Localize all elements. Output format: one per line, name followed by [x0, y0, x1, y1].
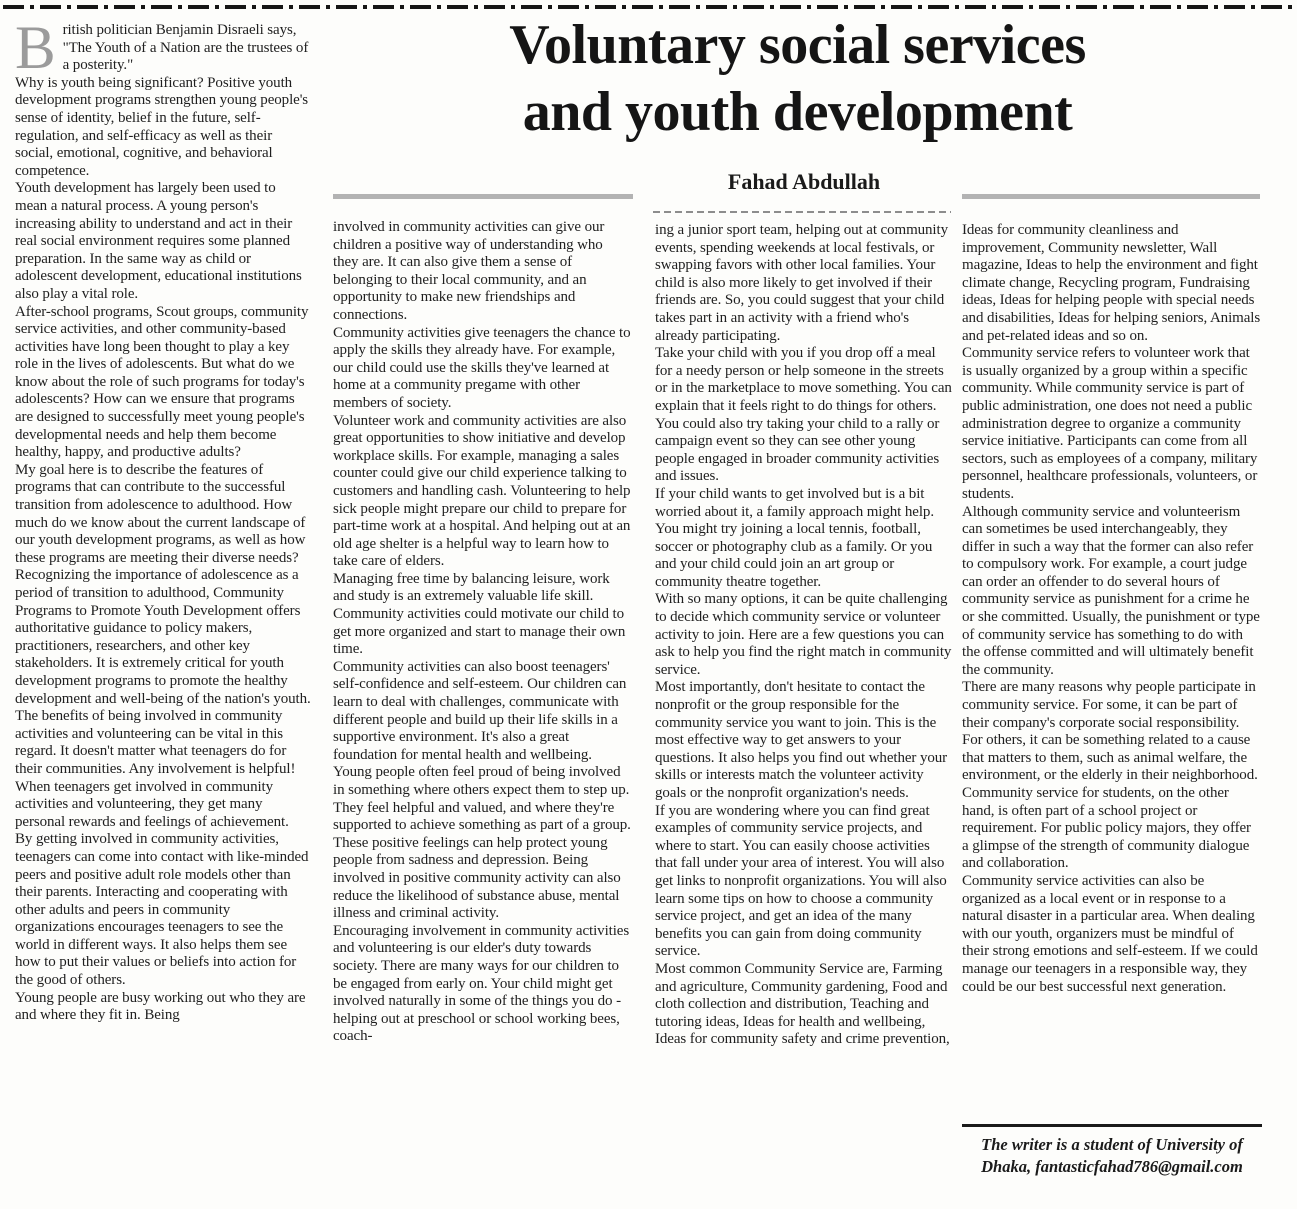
drop-cap: B: [15, 15, 56, 82]
article-paragraph: If you are wondering where you can find great examples of community service projects, and where to start. You can easily choose activities that fall under your area of interest. You will also get links to nonprofit organizations. You will also learn some tips on how to choose a community service project, and get an idea of the many benefits you can gain from doing community service.: [655, 802, 947, 960]
article-paragraph: Community service for students, on the other hand, is often part of a school project or requirement. For public policy majors, they offer a glimpse of the strength of community dialogue and collaboration.: [962, 785, 1251, 872]
article-paragraph: Managing free time by balancing leisure, work and study is an extremely valuable life skill. Community activities could motivate our child to get more organized and start to manage their own time.: [333, 570, 626, 658]
article-paragraph: Community activities give teenagers the chance to apply the skills they already have. For example, our child could use the skills they've learned at home at a community pregame with other members of society.: [333, 324, 631, 411]
article-column-1: [15, 15, 311, 1025]
paragraph-text: ritish politician Benjamin Disraeli says, "The Youth of a Nation are the trustees of a posterity.": [62, 22, 309, 74]
article-paragraph: [15, 15, 311, 82]
article-paragraph: Take your child with you if you drop off a meal for a needy person or help someone in the streets or in the marketplace to move something. You can explain that it feels right to do things for others. You could also try taking your child to a rally or campaign event so they can see other young people engaged in broader community activities and issues.: [655, 345, 952, 485]
article-paragraph: After-school programs, Scout groups, community service activities, and other community-based activities have long been thought to play a key role in the lives of adolescents. But what do we know about the role of such programs for today's adolescents? How can we ensure that programs are designed to successfully meet young people's developmental needs and help them become healthy, happy, and productive adults?: [15, 303, 309, 461]
article-column-2: [333, 219, 631, 1046]
article-paragraph: Community service activities can also be organized as a local event or in response to a natural disaster in a particular area. When dealing with our youth, organizers must be mindful of their strong emotions and self-esteem. If we could manage our teenagers in a responsible way, they could be our best successful next generation.: [962, 872, 1258, 995]
article-paragraph: Encouraging involvement in community activities and volunteering is our elder's duty towards society. There are many ways for our children to be engaged from early on. Your child might get involved naturally in some of the things you do - helping out at preschool or school working bees, coach-: [333, 922, 630, 1045]
article-paragraph: The benefits of being involved in community activities and volunteering can be vital in this regard. It doesn't matter what teenagers do for their communities. Any involvement is helpful! When teenagers get involved in community activities and volunteering, they get many personal rewards and feelings of achievement.: [15, 708, 296, 830]
article-paragraph: Young people often feel proud of being involved in something where others expect them to step up. They feel helpful and valued, and where they're supported to achieve something as part of a group. These positive feelings can help protect young people from sadness and depression. Being involved in positive community activity can also reduce the likelihood of substance abuse, mental illness and criminal activity.: [333, 764, 631, 922]
article-paragraph: Community activities can also boost teenagers' self-confidence and self-esteem. Our children can learn to deal with challenges, communicate with different people and build up their life skills in a supportive environment. It's also a great foundation for mental health and wellbeing.: [333, 658, 627, 763]
page-title: [333, 12, 1262, 146]
top-dash-dot-border: [3, 5, 1294, 9]
byline-dashed-separator: [653, 211, 951, 213]
article-paragraph: Volunteer work and community activities are also great opportunities to show initiative and develop workplace skills. For example, managing a sales counter could give our child experience talking to customers and handling cash. Volunteering to help sick people might prepare our child to prepare for part-time work at a hospital. And helping out at an old age shelter is a helpful way to learn how to take care of elders.: [333, 412, 631, 570]
article-paragraph: By getting involved in community activities, teenagers can come into contact with like-minded peers and positive adult role models other than their parents. Interacting and cooperating with other adults and peers in community organizations encourages teenagers to see the world in different ways. It also helps them see how to put their values or beliefs into action for the good of others.: [15, 831, 309, 989]
article-paragraph: If your child wants to get involved but is a bit worried about it, a family approach might help. You might try joining a local tennis, football, soccer or photography club as a family. Or you and your child could join an art group or community theatre together.: [655, 485, 934, 590]
article-paragraph: My goal here is to describe the features of programs that can contribute to the successful transition from adolescence to adulthood. How much do we know about the current landscape of our youth development programs, as well as how these programs are meeting their diverse needs?: [15, 461, 306, 566]
article-paragraph: With so many options, it can be quite challenging to decide which community service or volunteer activity to join. Here are a few questions you can ask to help you find the right match in community service.: [655, 591, 952, 678]
article-paragraph: There are many reasons why people participate in community service. For some, it can be part of their company's corporate social responsibility. For others, it can be something related to a cause that matters to them, such as animal welfare, the environment, or the elderly in their neighborhood.: [962, 679, 1258, 784]
writer-credit: The writer is a student of University of Dhaka, fantasticfahad786@gmail.com: [962, 1124, 1262, 1178]
byline: Fahad Abdullah: [727, 169, 881, 194]
page-title-line2: and youth development: [522, 81, 1073, 143]
page-title-line1: Voluntary social services: [509, 14, 1086, 76]
article-paragraph: ing a junior sport team, helping out at community events, spending weekends at local festivals, or swapping favors with other local families. Your child is also more likely to get involved if their friends are. So, you could suggest that your child takes part in an activity with a friend who's already participating.: [655, 222, 948, 344]
article-paragraph: Most common Community Service are, Farming and agriculture, Community gardening, Food and cloth collection and distribution, Teaching and tutoring ideas, Ideas for health and wellbeing, Ideas for community safety and crime prevention,: [655, 960, 950, 1048]
article-column-3: [655, 222, 952, 1049]
article-column-4: [962, 222, 1261, 996]
byline-rule-right: [962, 194, 1260, 199]
article-paragraph: Ideas for community cleanliness and improvement, Community newsletter, Wall magazine, Ideas to help the environment and fight climate change, Recycling program, Fundraising ideas, Ideas for helping people with special needs and disabilities, Ideas for helping seniors, Animals and pet-related ideas and so on.: [962, 222, 1261, 344]
article-paragraph: Recognizing the importance of adolescence as a period of transition to adulthood, Community Programs to Promote Youth Development offers authoritative guidance to policy makers, practitioners, researchers, and other key stakeholders. It is extremely critical for youth development programs to promote the healthy development and well-being of the nation's youth.: [15, 567, 311, 707]
article-paragraph: Why is youth being significant? Positive youth development programs strengthen young people's sense of identity, belief in the future, self-regulation, and self-efficacy as well as their social, emotional, cognitive, and behavioral competence.: [15, 74, 309, 179]
article-paragraph: Community service refers to volunteer work that is usually organized by a group within a specific community. While community service is part of public administration, one does not need a public administration degree to organize a community service initiative. Participants can come from all sectors, such as employees of a company, military personnel, healthcare professionals, volunteers, or students.: [962, 345, 1258, 502]
article-paragraph: Youth development has largely been used to mean a natural process. A young person's increasing ability to understand and act in their real social environment requires some planned preparation. In the same way as child or adolescent development, educational institutions also play a vital role.: [15, 180, 302, 302]
article-paragraph: Most importantly, don't hesitate to contact the nonprofit or the group responsible for the community service you want to join. This is the most effective way to get answers to your questions. It also helps you find out whether your skills or interests match the volunteer activity goals or the nonprofit organization's needs.: [655, 679, 948, 801]
byline-rule-left: [333, 194, 633, 199]
article-paragraph: involved in community activities can give our children a positive way of understanding who they are. It can also give them a sense of belonging to their local community, and an opportunity to make new friendships and connections.: [333, 219, 605, 323]
article-paragraph: Although community service and volunteerism can sometimes be used interchangeably, they differ in such a way that the former can also refer to compulsory work. For example, a court judge can order an offender to do several hours of community service as punishment for a crime he or she committed. Usually, the punishment or type of community service has something to do with the offense committed and will ultimately benefit the community.: [962, 503, 1260, 678]
article-paragraph: Young people are busy working out who they are and where they fit in. Being: [15, 989, 306, 1024]
